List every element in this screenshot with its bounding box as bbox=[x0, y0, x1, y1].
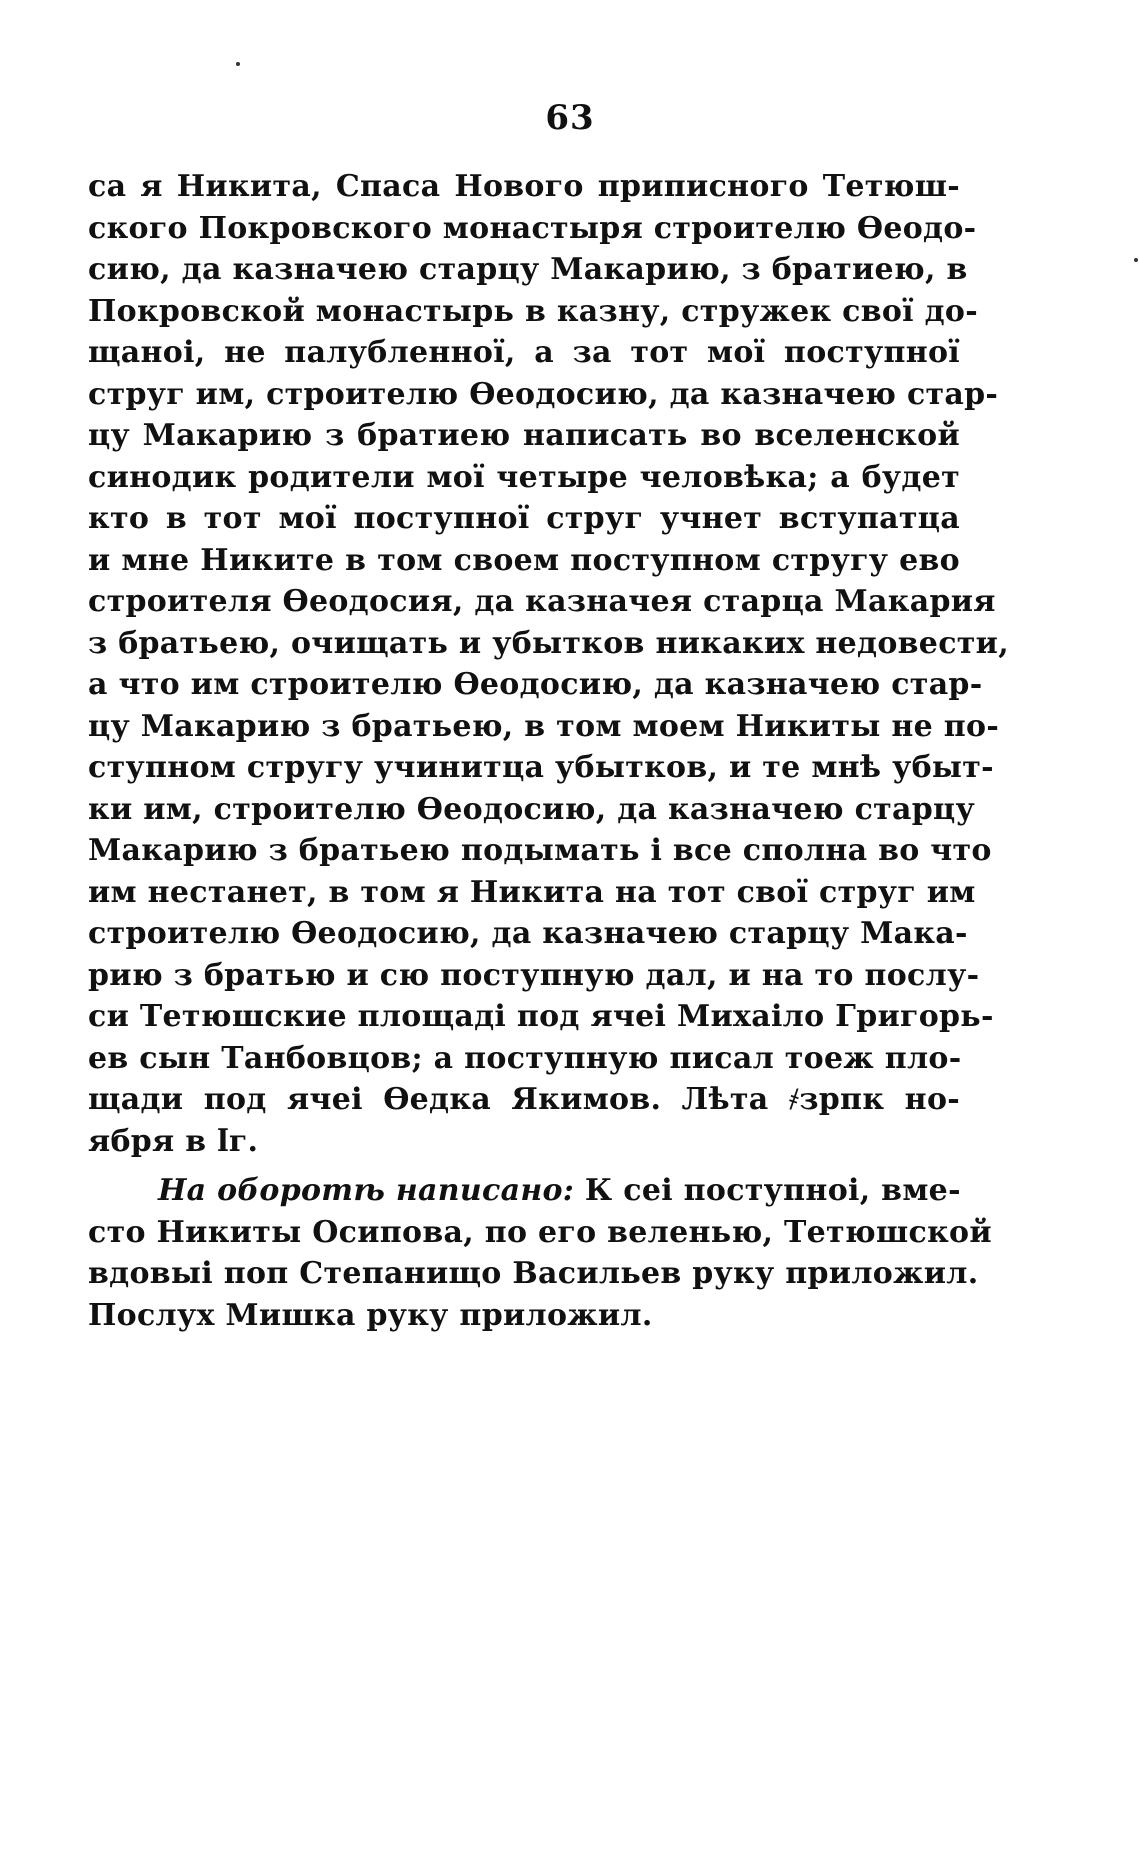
text-line: строителю Өеодосию, да казначею старцу Мака- bbox=[88, 916, 968, 951]
text-line: синодик родители мої четыре человѣка; а будет bbox=[88, 459, 960, 495]
ink-speck bbox=[1134, 258, 1138, 262]
text-line: ев сын Танбовцов; а поступную писал тоеж пло- bbox=[88, 1040, 962, 1076]
paragraph-gap bbox=[88, 1162, 960, 1170]
body-text bbox=[88, 166, 1009, 1336]
text-line: з братьею, очищать и убытков никаких недовести, bbox=[88, 625, 1009, 661]
text-line: а что им строителю Өеодосию, да казначею стар- bbox=[88, 667, 983, 702]
reverse-note-line: Послух Мишка руку приложил. bbox=[88, 1297, 653, 1333]
ink-speck bbox=[236, 62, 240, 66]
text-line: струг им, строителю Өеодосию, да казначею стар- bbox=[88, 376, 999, 412]
reverse-note-line: сто Никиты Осипова, по его веленью, Тетюшской bbox=[88, 1214, 992, 1250]
text-line: ки им, строителю Өеодосию, да казначею старцу bbox=[88, 791, 976, 827]
reverse-note-line: вдовыі поп Степанищо Васильев руку приложил. bbox=[88, 1256, 979, 1291]
reverse-note-first: К сеі поступноі, вме- bbox=[574, 1173, 961, 1208]
text-line: Покровской монастырь в казну, стружек свої до- bbox=[88, 293, 978, 329]
text-line: сию, да казначею старцу Макарию, з братиею, в bbox=[88, 252, 968, 287]
text-line: щади под ячеі Өедка Якимов. Лѣта ҂зрпк но- bbox=[88, 1082, 960, 1117]
text-line: и мне Никите в том своем поступном стругу ево bbox=[88, 542, 960, 578]
text-line: ступном стругу учинитца убытков, и те мнѣ убыт- bbox=[88, 750, 994, 785]
reverse-note-label: На оборотѣ написано: bbox=[158, 1173, 575, 1208]
text-line: ября в ӏг. bbox=[88, 1123, 259, 1159]
text-line: рию з братью и сю поступную дал, и на то послу- bbox=[88, 957, 980, 993]
reverse-note-line bbox=[88, 1170, 960, 1212]
text-line: Макарию з братьею подымать і все сполна во что bbox=[88, 833, 992, 868]
text-line: са я Никита, Спаса Нового приписного Тетюш- bbox=[88, 169, 960, 204]
text-line: ского Покровского монастыря строителю Өеодо- bbox=[88, 210, 977, 246]
text-line: строителя Өеодосия, да казначея старца Макария bbox=[88, 584, 996, 619]
text-line: си Тетюшские площаді под ячеі Михаіло Григорь- bbox=[88, 999, 994, 1034]
text-line: цу Макарию з братиею написать во вселенской bbox=[88, 418, 960, 453]
text-line: им нестанет, в том я Никита на тот свої струг им bbox=[88, 874, 976, 910]
text-line: щаноі, не палубленної, а за тот мої поступної bbox=[88, 335, 960, 370]
page-number: 63 bbox=[545, 98, 595, 138]
text-line: кто в тот мої поступної струг учнет вступатца bbox=[88, 501, 960, 536]
text-line: цу Макарию з братьею, в том моем Никиты не по- bbox=[88, 708, 1000, 744]
